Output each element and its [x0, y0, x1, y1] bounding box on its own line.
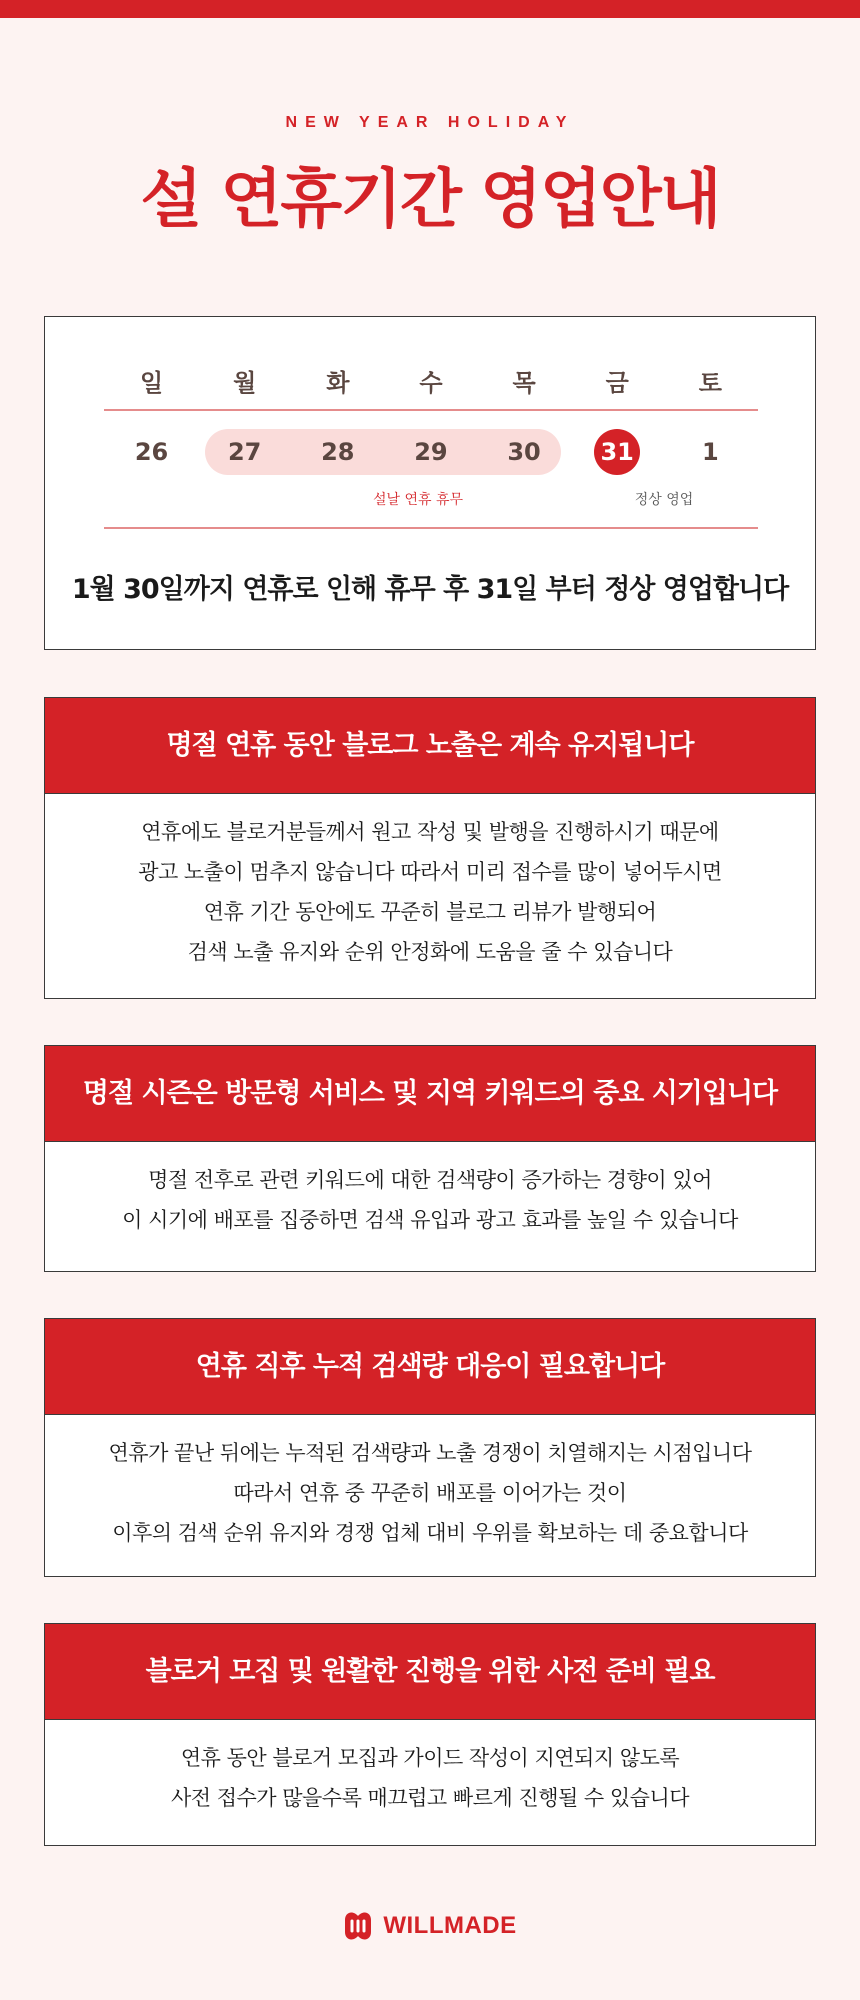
open-day-badge: 31 — [594, 429, 640, 475]
info-card-preparation — [44, 1623, 816, 1846]
card-title: 명절 연휴 동안 블로그 노출은 계속 유지됩니다 — [45, 698, 815, 794]
holiday-calendar — [44, 316, 816, 650]
footer-brand — [0, 1910, 860, 1942]
calendar-divider-top — [104, 409, 758, 411]
date-row — [105, 435, 757, 475]
card-line: 따라서 연휴 중 꾸준히 배포를 이어가는 것이 — [233, 1481, 627, 1505]
weekday-sun: 일 — [139, 369, 164, 397]
card-body — [45, 1142, 815, 1240]
weekday-row — [105, 363, 757, 398]
card-title: 블로거 모집 및 원활한 진행을 위한 사전 준비 필요 — [45, 1624, 815, 1720]
date-cell-holiday: 30 — [507, 438, 541, 466]
date-cell-holiday: 29 — [414, 438, 448, 466]
card-line: 이후의 검색 순위 유지와 경쟁 업체 대비 우위를 확보하는 데 중요합니다 — [112, 1521, 748, 1545]
calendar-divider-bottom — [104, 527, 758, 529]
weekday-wed: 수 — [419, 369, 443, 397]
card-body — [45, 794, 815, 972]
open-label: 정상 영업 — [634, 492, 694, 508]
card-line: 연휴 동안 블로거 모집과 가이드 작성이 지연되지 않도록 — [180, 1746, 680, 1770]
card-line: 연휴 기간 동안에도 꾸준히 블로그 리뷰가 발행되어 — [203, 900, 657, 924]
brand-name: WILLMADE — [383, 1912, 517, 1939]
card-line: 이 시기에 배포를 집중하면 검색 유입과 광고 효과를 높일 수 있습니다 — [122, 1208, 738, 1232]
info-card-blog-exposure — [44, 697, 816, 999]
card-line: 사전 접수가 많을수록 매끄럽고 빠르게 진행될 수 있습니다 — [170, 1786, 690, 1810]
weekday-fri: 금 — [605, 369, 629, 397]
card-line: 연휴가 끝난 뒤에는 누적된 검색량과 노출 경쟁이 치열해지는 시점입니다 — [108, 1441, 752, 1465]
card-title: 연휴 직후 누적 검색량 대응이 필요합니다 — [45, 1319, 815, 1415]
date-cell-holiday: 28 — [321, 438, 355, 466]
info-card-post-holiday — [44, 1318, 816, 1577]
card-line: 명절 전후로 관련 키워드에 대한 검색량이 증가하는 경향이 있어 — [148, 1168, 712, 1192]
weekday-thu: 목 — [512, 369, 536, 397]
weekday-mon: 월 — [233, 369, 257, 397]
card-body — [45, 1720, 815, 1818]
date-cell: 1 — [701, 438, 719, 466]
card-title: 명절 시즌은 방문형 서비스 및 지역 키워드의 중요 시기입니다 — [45, 1046, 815, 1142]
card-line: 검색 노출 유지와 순위 안정화에 도움을 줄 수 있습니다 — [187, 940, 673, 964]
willmade-logo-icon — [343, 1910, 373, 1942]
eyebrow-text: NEW YEAR HOLIDAY — [285, 114, 575, 131]
calendar-summary: 1월 30일까지 연휴로 인해 휴무 후 31일 부터 정상 영업합니다 — [71, 574, 789, 605]
date-cell: 26 — [134, 438, 169, 466]
card-line: 연휴에도 블로거분들께서 원고 작성 및 발행을 진행하시기 때문에 — [141, 820, 719, 844]
weekday-sat: 토 — [698, 369, 722, 397]
holiday-label: 설날 연휴 휴무 — [372, 492, 464, 508]
page-title: 설 연휴기간 영업안내 — [140, 163, 720, 237]
top-accent-bar — [0, 0, 860, 18]
card-line: 광고 노출이 멈추지 않습니다 따라서 미리 접수를 많이 넣어두시면 — [138, 860, 722, 884]
info-card-season-keywords — [44, 1045, 816, 1272]
card-body — [45, 1415, 815, 1553]
weekday-tue: 화 — [326, 369, 350, 397]
date-cell-open — [571, 435, 664, 475]
date-cell-holiday: 27 — [227, 438, 262, 466]
